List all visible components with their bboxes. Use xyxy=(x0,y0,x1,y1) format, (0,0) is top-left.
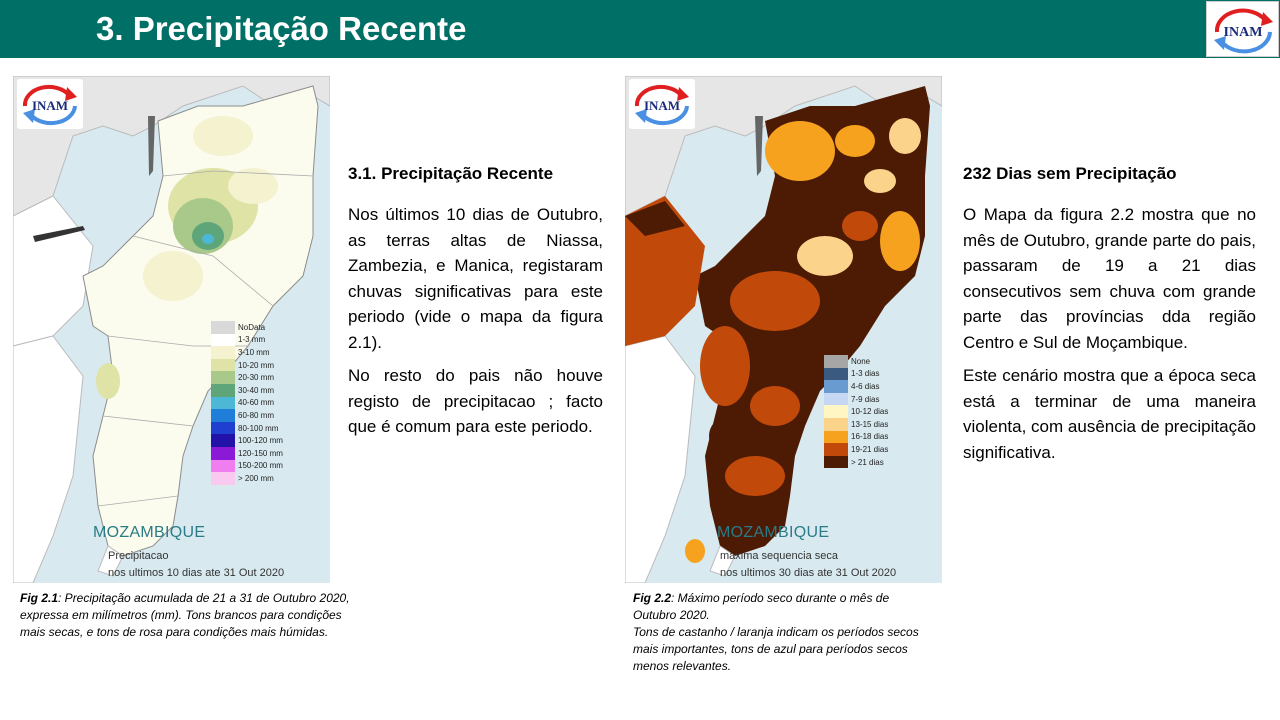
legend-swatch xyxy=(211,397,235,410)
legend-swatch xyxy=(211,447,235,460)
dry-spell-map-drawing xyxy=(625,76,942,583)
legend-label: 20-30 mm xyxy=(238,373,275,383)
legend-label: NoData xyxy=(238,322,266,332)
legend-swatch xyxy=(211,334,235,347)
legend-label: 1-3 dias xyxy=(851,369,880,379)
svg-text:INAM: INAM xyxy=(643,98,681,113)
fig-2-2-caption xyxy=(633,590,933,675)
dry-spell-map xyxy=(625,76,942,583)
inam-logo-icon xyxy=(17,79,83,129)
legend-item xyxy=(211,334,283,347)
map-title: MOZAMBIQUE xyxy=(93,524,206,541)
inam-map-logo xyxy=(17,79,83,129)
legend-label: 60-80 mm xyxy=(238,410,275,420)
svg-text:INAM: INAM xyxy=(1223,25,1263,40)
legend-item xyxy=(211,397,283,410)
legend-swatch xyxy=(211,346,235,359)
legend-swatch xyxy=(211,422,235,435)
legend-swatch xyxy=(211,472,235,485)
fig-2-1-caption xyxy=(20,590,350,641)
legend-swatch xyxy=(211,460,235,473)
legend-item xyxy=(211,346,283,359)
legend-item xyxy=(824,355,888,368)
legend-item xyxy=(211,384,283,397)
legend-item xyxy=(211,472,283,485)
map-subtitle-line-2: nos ultimos 10 dias ate 31 Out 2020 xyxy=(108,567,285,579)
legend-item xyxy=(824,418,888,431)
svg-text:INAM: INAM xyxy=(31,98,69,113)
legend-swatch xyxy=(211,321,235,334)
legend-item xyxy=(824,405,888,418)
paragraph: No resto do pais não houve registo de precipitacao ; facto que é comum para este periodo. xyxy=(348,366,603,436)
fig-2-1-text: : Precipitação acumulada de 21 a 31 de Outubro 2020, expressa em milímetros (mm). Tons brancos para condições mais secas, e tons de rosa para condições mais húmidas. xyxy=(20,591,350,639)
legend-label: None xyxy=(851,356,871,366)
legend-item xyxy=(824,431,888,444)
legend-swatch xyxy=(211,409,235,422)
precipitation-legend xyxy=(211,321,283,485)
legend-label: 19-21 dias xyxy=(851,444,889,454)
legend-label: 7-9 dias xyxy=(851,394,880,404)
title-bar xyxy=(0,0,1280,58)
legend-swatch xyxy=(824,431,848,444)
legend-item xyxy=(211,359,283,372)
legend-swatch xyxy=(211,359,235,372)
map-subtitle-line-1: Precipitacao xyxy=(108,550,169,562)
legend-item xyxy=(211,460,283,473)
legend-swatch xyxy=(824,380,848,393)
legend-item xyxy=(824,368,888,381)
legend-item xyxy=(211,321,283,334)
legend-item xyxy=(824,380,888,393)
fig-2-1-label: Fig 2.1 xyxy=(20,591,59,605)
inam-logo xyxy=(1206,1,1279,57)
fig-2-2-label: Fig 2.2 xyxy=(633,591,672,605)
legend-label: > 21 dias xyxy=(851,457,884,467)
legend-label: 100-120 mm xyxy=(238,436,283,446)
legend-label: 4-6 dias xyxy=(851,381,880,391)
section-heading-dry-days: 232 Dias sem Precipitação xyxy=(963,164,1177,183)
legend-item xyxy=(211,422,283,435)
legend-label: 1-3 mm xyxy=(238,335,266,345)
paragraph: Este cenário mostra que a época seca está a terminar de uma maneira violenta, com ausência de precipitação significativa. xyxy=(963,366,1256,462)
legend-item xyxy=(211,434,283,447)
legend-swatch xyxy=(824,418,848,431)
legend-swatch xyxy=(824,393,848,406)
legend-label: 13-15 dias xyxy=(851,419,889,429)
legend-label: 80-100 mm xyxy=(238,423,279,433)
legend-label: 150-200 mm xyxy=(238,461,283,471)
map-subtitle-line-1: maxima sequencia seca xyxy=(720,550,839,562)
map-title: MOZAMBIQUE xyxy=(717,524,830,541)
fig-2-2-text-1: : Máximo período seco durante o mês de Outubro 2020. xyxy=(633,591,890,622)
legend-item xyxy=(824,393,888,406)
dry-spell-legend xyxy=(824,355,888,468)
legend-label: 3-10 mm xyxy=(238,347,270,357)
section-body-precipitation xyxy=(348,202,603,448)
legend-label: 30-40 mm xyxy=(238,385,275,395)
legend-swatch xyxy=(211,371,235,384)
map-subtitle-line-2: nos ultimos 30 dias ate 31 Out 2020 xyxy=(720,567,897,579)
legend-swatch xyxy=(824,405,848,418)
page-title: 3. Precipitação Recente xyxy=(96,10,467,47)
legend-item xyxy=(211,409,283,422)
legend-swatch xyxy=(824,443,848,456)
paragraph: Nos últimos 10 dias de Outubro, as terras altas de Niassa, Zambezia, e Manica, registaram chuvas significativas para este periodo (vide o mapa da figura 2.1). xyxy=(348,205,603,352)
paragraph: O Mapa da figura 2.2 mostra que no mês de Outubro, grande parte do pais, passaram de 19 a 21 dias consecutivos sem chuva com grande parte das províncias dda região Centro e Sul de Moçambique. xyxy=(963,205,1256,352)
inam-map-logo xyxy=(629,79,695,129)
inam-logo-icon xyxy=(629,79,695,129)
legend-swatch xyxy=(211,434,235,447)
section-heading-precipitation: 3.1. Precipitação Recente xyxy=(348,164,554,183)
precipitation-map xyxy=(13,76,330,583)
legend-label: 40-60 mm xyxy=(238,398,275,408)
legend-label: > 200 mm xyxy=(238,473,274,483)
legend-item xyxy=(824,456,888,469)
legend-label: 10-20 mm xyxy=(238,360,275,370)
legend-label: 120-150 mm xyxy=(238,448,283,458)
legend-item xyxy=(211,447,283,460)
legend-item xyxy=(211,371,283,384)
inam-logo-icon xyxy=(1207,2,1280,58)
legend-item xyxy=(824,443,888,456)
legend-label: 16-18 dias xyxy=(851,432,889,442)
section-body-dry-days xyxy=(963,202,1256,473)
fig-2-2-text-2: Tons de castanho / laranja indicam os períodos secos mais importantes, tons de azul para períodos secos menos relevantes. xyxy=(633,625,919,673)
legend-swatch xyxy=(824,368,848,381)
legend-swatch xyxy=(824,355,848,368)
legend-swatch xyxy=(211,384,235,397)
legend-label: 10-12 dias xyxy=(851,407,889,417)
legend-swatch xyxy=(824,456,848,469)
